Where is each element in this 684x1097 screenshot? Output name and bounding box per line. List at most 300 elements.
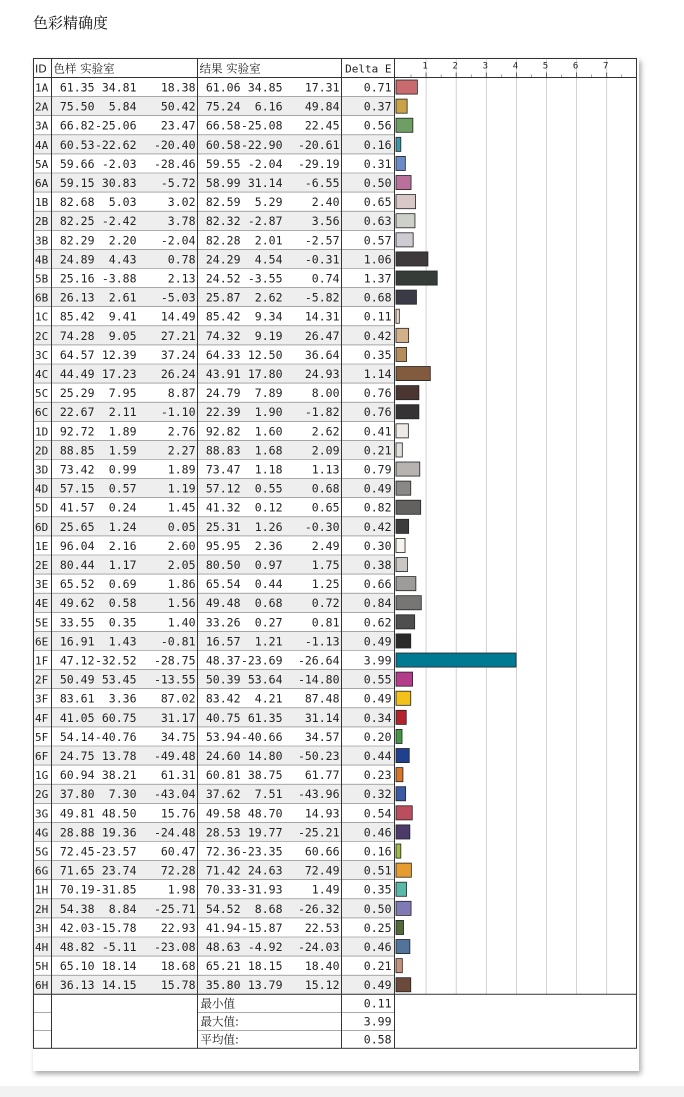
- row-id: 2D: [35, 444, 49, 458]
- result-a: 5.29: [254, 195, 283, 210]
- color-accuracy-sheet: [33, 58, 639, 1071]
- result-l: 24.79: [205, 386, 241, 401]
- delta-e-value: 0.49: [363, 481, 392, 496]
- sample-b: 87.02: [160, 691, 196, 706]
- summary-value: 0.11: [363, 996, 392, 1011]
- delta-e-value: 0.51: [363, 863, 392, 878]
- sample-l: 74.28: [59, 328, 95, 343]
- result-a: 7.89: [254, 386, 283, 401]
- result-a: 1.26: [254, 519, 283, 534]
- sample-l: 65.52: [59, 577, 95, 592]
- delta-e-value: 1.37: [363, 271, 392, 286]
- result-b: 72.49: [304, 863, 340, 878]
- sample-l: 88.85: [59, 443, 95, 458]
- result-l: 24.29: [205, 252, 241, 267]
- result-b: 3.56: [311, 214, 340, 229]
- delta-e-bar: [396, 615, 415, 629]
- delta-e-value: 0.57: [363, 233, 392, 248]
- delta-e-value: 0.35: [363, 882, 392, 897]
- sample-a: -22.62: [94, 137, 137, 152]
- sample-a: 5.03: [108, 195, 137, 210]
- delta-e-bar: [396, 882, 407, 896]
- sample-l: 42.03: [59, 920, 95, 935]
- sample-a: 2.61: [108, 290, 137, 305]
- result-b: -6.55: [304, 176, 340, 190]
- sample-a: 1.59: [108, 443, 137, 458]
- sample-b: 72.28: [160, 863, 196, 878]
- result-l: 48.37: [205, 653, 241, 668]
- result-a: 61.35: [247, 710, 283, 725]
- sample-b: -28.46: [153, 156, 196, 171]
- result-a: 0.12: [254, 500, 283, 515]
- scale-tick-label: 7: [602, 61, 609, 72]
- row-id: 3C: [35, 348, 49, 362]
- sample-a: 30.83: [101, 176, 137, 190]
- sample-l: 41.05: [59, 710, 95, 725]
- result-b: 1.49: [311, 882, 340, 897]
- result-b: -24.03: [297, 940, 340, 954]
- sample-b: 37.24: [160, 347, 196, 362]
- result-a: 1.60: [254, 424, 283, 439]
- result-a: -22.90: [240, 137, 283, 152]
- sample-l: 82.29: [59, 233, 95, 248]
- result-l: 35.80: [205, 978, 241, 993]
- sample-l: 72.45: [59, 844, 95, 859]
- sample-b: 18.68: [160, 959, 196, 974]
- sample-a: 1.89: [108, 424, 137, 439]
- scale-tick-label: 1: [422, 61, 428, 72]
- delta-e-value: 0.46: [363, 940, 392, 954]
- result-l: 82.59: [205, 195, 241, 210]
- result-l: 88.83: [205, 443, 241, 458]
- delta-e-bar: [396, 195, 416, 209]
- row-id: 1F: [35, 654, 49, 668]
- result-a: 2.01: [254, 233, 283, 248]
- delta-e-value: 0.32: [363, 787, 392, 802]
- result-a: 14.80: [247, 749, 283, 763]
- sample-a: 34.81: [101, 80, 137, 95]
- delta-e-bar: [396, 252, 428, 266]
- sample-l: 22.67: [59, 405, 95, 420]
- sample-l: 37.80: [59, 787, 95, 802]
- result-b: 60.66: [304, 844, 340, 859]
- delta-e-bar: [396, 653, 516, 667]
- result-a: 48.70: [247, 806, 283, 821]
- result-a: 24.63: [247, 863, 283, 878]
- color-accuracy-chart: [33, 58, 639, 1071]
- sample-l: 47.12: [59, 653, 95, 668]
- sample-b: 3.78: [167, 214, 196, 229]
- sample-a: 38.21: [101, 768, 137, 783]
- result-l: 71.42: [205, 863, 241, 878]
- delta-e-bar: [396, 577, 416, 591]
- sample-a: 48.50: [101, 806, 137, 821]
- row-id: 4G: [35, 826, 49, 840]
- delta-e-value: 0.35: [363, 347, 392, 362]
- row-id: 2B: [35, 215, 49, 229]
- result-l: 49.48: [205, 596, 241, 611]
- row-id: 5D: [35, 501, 49, 515]
- row-id: 5A: [35, 157, 49, 171]
- scale-tick-label: 3: [482, 61, 489, 72]
- result-l: 48.63: [205, 940, 241, 954]
- result-a: -3.55: [247, 271, 283, 286]
- row-id: 3F: [35, 692, 49, 706]
- result-b: 0.74: [311, 271, 340, 286]
- row-id: 6F: [35, 750, 49, 763]
- result-a: 0.27: [254, 615, 283, 630]
- result-l: 66.58: [205, 118, 241, 133]
- sample-a: 2.11: [108, 405, 137, 420]
- delta-e-bar: [396, 844, 401, 858]
- result-b: 2.62: [311, 424, 340, 439]
- sample-b: -1.10: [160, 405, 196, 420]
- sample-b: 1.45: [167, 500, 196, 515]
- sample-l: 64.57: [59, 347, 95, 362]
- sample-a: 0.24: [108, 500, 137, 515]
- delta-e-value: 1.14: [363, 367, 392, 381]
- sample-b: 1.86: [167, 577, 196, 592]
- sample-l: 80.44: [59, 558, 95, 572]
- row-id: 1E: [35, 539, 49, 553]
- delta-e-bar: [396, 156, 405, 170]
- result-b: -5.82: [304, 290, 340, 305]
- delta-e-value: 0.42: [363, 328, 392, 343]
- result-l: 25.31: [205, 519, 241, 534]
- delta-e-bar: [396, 290, 416, 304]
- header-id: ID: [35, 62, 47, 76]
- sample-b: -23.08: [153, 940, 196, 954]
- sample-b: 27.21: [160, 328, 196, 343]
- row-id: 5B: [35, 272, 49, 286]
- sample-a: -25.06: [94, 118, 137, 133]
- result-l: 75.24: [205, 99, 241, 114]
- result-l: 57.12: [205, 481, 241, 496]
- result-a: 2.36: [254, 538, 283, 553]
- sample-a: 2.20: [108, 233, 137, 248]
- sample-l: 60.53: [59, 137, 95, 152]
- delta-e-value: 0.76: [363, 386, 392, 401]
- sample-b: 2.60: [167, 538, 196, 553]
- bottom-strip: [0, 1086, 684, 1097]
- row-id: 1G: [35, 769, 49, 783]
- sample-b: -5.03: [160, 290, 196, 305]
- result-a: 18.15: [247, 959, 283, 974]
- delta-e-value: 0.31: [363, 156, 392, 171]
- result-l: 40.75: [205, 710, 241, 725]
- result-a: 31.14: [247, 176, 283, 190]
- sample-l: 96.04: [59, 538, 95, 553]
- delta-e-bar: [396, 672, 413, 686]
- result-a: -25.08: [240, 118, 283, 133]
- sample-b: 2.27: [167, 443, 196, 458]
- delta-e-bar: [396, 367, 430, 381]
- delta-e-value: 0.79: [363, 462, 392, 477]
- delta-e-bar: [396, 940, 410, 954]
- result-a: -23.35: [240, 844, 283, 859]
- sample-a: 8.84: [108, 901, 137, 916]
- sample-a: 1.43: [108, 634, 137, 649]
- result-b: 22.45: [304, 118, 340, 133]
- delta-e-value: 0.65: [363, 195, 392, 210]
- scale-tick-label: 6: [572, 61, 579, 72]
- result-b: 0.65: [311, 500, 340, 515]
- sample-b: 15.76: [160, 806, 196, 821]
- row-id: 5H: [35, 960, 49, 974]
- sample-b: 50.42: [160, 99, 196, 114]
- row-id: 6B: [35, 291, 49, 305]
- row-id: 5E: [35, 616, 49, 630]
- row-id: 4F: [35, 711, 49, 725]
- delta-e-bar: [396, 386, 419, 400]
- delta-e-bar: [396, 596, 421, 610]
- header-sample-lab: 色样 实验室: [53, 61, 115, 76]
- delta-e-value: 0.50: [363, 901, 392, 916]
- result-a: 19.77: [247, 825, 283, 840]
- sample-l: 24.75: [59, 749, 95, 763]
- result-b: 15.12: [304, 978, 340, 993]
- sample-a: 0.69: [108, 577, 137, 592]
- sample-l: 48.82: [59, 940, 95, 954]
- delta-e-bar: [396, 749, 409, 763]
- result-a: 4.54: [254, 252, 283, 267]
- result-l: 28.53: [205, 825, 241, 840]
- delta-e-value: 0.82: [363, 500, 392, 515]
- delta-e-value: 0.30: [363, 538, 392, 553]
- result-a: 53.64: [247, 672, 283, 687]
- row-id: 3B: [35, 234, 49, 248]
- result-b: -25.21: [297, 825, 340, 840]
- delta-e-value: 0.41: [363, 424, 392, 439]
- sample-b: -25.71: [153, 901, 196, 916]
- sample-b: 2.76: [167, 424, 196, 439]
- result-a: 17.80: [247, 367, 283, 381]
- delta-e-value: 0.23: [363, 768, 392, 783]
- sample-l: 83.61: [59, 691, 95, 706]
- result-a: -15.87: [240, 920, 283, 935]
- result-l: 65.54: [205, 577, 241, 592]
- delta-e-bar: [396, 806, 412, 820]
- sample-a: 23.74: [101, 863, 137, 878]
- result-a: 1.90: [254, 405, 283, 420]
- sample-b: -5.72: [160, 176, 196, 190]
- delta-e-bar: [396, 328, 409, 342]
- result-a: 0.68: [254, 596, 283, 611]
- delta-e-bar: [396, 691, 411, 705]
- result-b: 1.25: [311, 577, 340, 592]
- delta-e-value: 0.68: [363, 290, 392, 305]
- sample-b: -20.40: [153, 137, 196, 152]
- delta-e-value: 0.49: [363, 691, 392, 706]
- sample-a: -2.03: [101, 156, 137, 171]
- row-id: 6A: [35, 177, 49, 190]
- result-l: 70.33: [205, 882, 241, 897]
- result-l: 74.32: [205, 328, 241, 343]
- sample-b: 1.19: [167, 481, 196, 496]
- result-b: 17.31: [304, 80, 340, 95]
- result-l: 92.82: [205, 424, 241, 439]
- sample-l: 36.13: [59, 978, 95, 993]
- sample-l: 59.15: [59, 176, 95, 190]
- sample-l: 85.42: [59, 309, 95, 324]
- result-b: -0.30: [304, 519, 340, 534]
- sample-l: 82.25: [59, 214, 95, 229]
- delta-e-bar: [396, 863, 411, 877]
- delta-e-value: 0.44: [363, 749, 392, 763]
- sample-b: 15.78: [160, 978, 196, 993]
- result-b: 14.31: [304, 309, 340, 324]
- sample-a: -5.11: [101, 940, 137, 954]
- delta-e-bar: [396, 137, 401, 151]
- sample-a: -23.57: [94, 844, 137, 859]
- result-a: 1.21: [254, 634, 283, 649]
- sample-l: 28.88: [59, 825, 95, 840]
- result-b: 0.81: [311, 615, 340, 630]
- result-l: 80.50: [205, 558, 241, 572]
- delta-e-value: 0.56: [363, 118, 392, 133]
- result-l: 65.21: [205, 959, 241, 974]
- result-l: 60.81: [205, 768, 241, 783]
- sample-l: 54.14: [59, 729, 95, 744]
- result-b: 14.93: [304, 806, 340, 821]
- sample-a: -31.85: [94, 882, 137, 897]
- sample-l: 71.65: [59, 863, 95, 878]
- row-id: 4D: [35, 482, 49, 496]
- result-b: 61.77: [304, 768, 340, 783]
- delta-e-value: 0.25: [363, 920, 392, 935]
- result-a: 1.68: [254, 443, 283, 458]
- result-l: 73.47: [205, 462, 241, 477]
- row-id: 2H: [35, 902, 49, 916]
- row-id: 2E: [35, 559, 49, 572]
- result-l: 53.94: [205, 729, 241, 744]
- sample-b: -2.04: [160, 233, 196, 248]
- result-a: -31.93: [240, 882, 283, 897]
- result-l: 82.32: [205, 214, 241, 229]
- sample-a: 1.24: [108, 519, 137, 534]
- delta-e-value: 3.99: [363, 653, 392, 668]
- sample-b: 22.93: [160, 920, 196, 935]
- row-id: 4B: [35, 253, 49, 267]
- result-b: -1.82: [304, 405, 340, 420]
- result-l: 82.28: [205, 233, 241, 248]
- delta-e-bar: [396, 787, 406, 801]
- sample-b: 1.98: [167, 882, 196, 897]
- result-b: 2.40: [311, 195, 340, 210]
- sample-b: 23.47: [160, 118, 196, 133]
- sample-b: 60.47: [160, 844, 196, 859]
- sample-a: 0.35: [108, 615, 137, 630]
- header-result-lab: 结果 实验室: [199, 61, 261, 76]
- row-id: 4H: [35, 941, 49, 954]
- sample-l: 73.42: [59, 462, 95, 477]
- row-id: 4C: [35, 368, 49, 381]
- result-b: 26.47: [304, 328, 340, 343]
- scale-tick-label: 5: [542, 61, 549, 72]
- result-b: 1.75: [311, 558, 340, 572]
- result-a: 0.55: [254, 481, 283, 496]
- result-l: 33.26: [205, 615, 241, 630]
- delta-e-bar: [396, 424, 408, 438]
- result-a: 34.85: [247, 80, 283, 95]
- sample-a: 9.41: [108, 309, 137, 324]
- result-l: 25.87: [205, 290, 241, 305]
- sample-a: -2.42: [101, 214, 137, 229]
- sample-b: 2.05: [167, 558, 196, 572]
- sample-a: 1.17: [108, 558, 137, 572]
- result-b: 36.64: [304, 347, 340, 362]
- result-b: -43.96: [297, 787, 340, 802]
- sample-l: 25.16: [59, 271, 95, 286]
- delta-e-bar: [396, 80, 417, 94]
- row-id: 4A: [35, 138, 49, 152]
- delta-e-bar: [396, 500, 421, 514]
- result-b: 34.57: [304, 729, 340, 744]
- summary-value: 3.99: [363, 1014, 392, 1029]
- delta-e-bar: [396, 405, 419, 419]
- sample-l: 33.55: [59, 615, 95, 630]
- result-a: -40.66: [240, 729, 283, 744]
- sample-a: 3.36: [108, 691, 137, 706]
- sample-b: 2.13: [167, 271, 196, 286]
- delta-e-value: 0.21: [363, 443, 392, 458]
- sample-b: 18.38: [160, 80, 196, 95]
- row-id: 5G: [35, 845, 49, 859]
- row-id: 6E: [35, 635, 49, 649]
- delta-e-value: 0.63: [363, 214, 392, 229]
- result-l: 85.42: [205, 309, 241, 324]
- delta-e-bar: [396, 710, 406, 724]
- sample-a: 4.43: [108, 252, 137, 267]
- result-a: 9.19: [254, 328, 283, 343]
- sample-a: 7.95: [108, 386, 137, 401]
- delta-e-bar: [396, 959, 402, 973]
- sample-b: 8.87: [167, 386, 196, 401]
- sample-a: -15.78: [94, 920, 137, 935]
- row-id: 2G: [35, 788, 49, 802]
- row-id: 6H: [35, 979, 49, 993]
- row-id: 3E: [35, 578, 49, 592]
- sample-l: 82.68: [59, 195, 95, 210]
- delta-e-value: 0.54: [363, 806, 392, 821]
- result-l: 54.52: [205, 901, 241, 916]
- summary-value: 0.58: [363, 1032, 392, 1047]
- result-l: 61.06: [205, 80, 241, 95]
- result-l: 24.52: [205, 271, 241, 286]
- delta-e-value: 0.71: [363, 80, 392, 95]
- result-l: 37.62: [205, 787, 241, 802]
- result-b: 49.84: [304, 99, 340, 114]
- delta-e-bar: [396, 462, 420, 476]
- sample-a: 9.05: [108, 328, 137, 343]
- result-l: 22.39: [205, 405, 241, 420]
- delta-e-value: 0.38: [363, 558, 392, 572]
- result-l: 50.39: [205, 672, 241, 687]
- result-l: 49.58: [205, 806, 241, 821]
- result-b: 22.53: [304, 920, 340, 935]
- result-b: 31.14: [304, 710, 340, 725]
- delta-e-value: 0.46: [363, 825, 392, 840]
- delta-e-bar: [396, 118, 413, 132]
- result-l: 43.91: [205, 367, 241, 381]
- delta-e-value: 0.84: [363, 596, 392, 611]
- sample-l: 65.10: [59, 959, 95, 974]
- delta-e-value: 0.37: [363, 99, 392, 114]
- delta-e-value: 0.55: [363, 672, 392, 687]
- result-l: 60.58: [205, 137, 241, 152]
- delta-e-value: 0.21: [363, 959, 392, 974]
- row-id: 4E: [35, 597, 49, 611]
